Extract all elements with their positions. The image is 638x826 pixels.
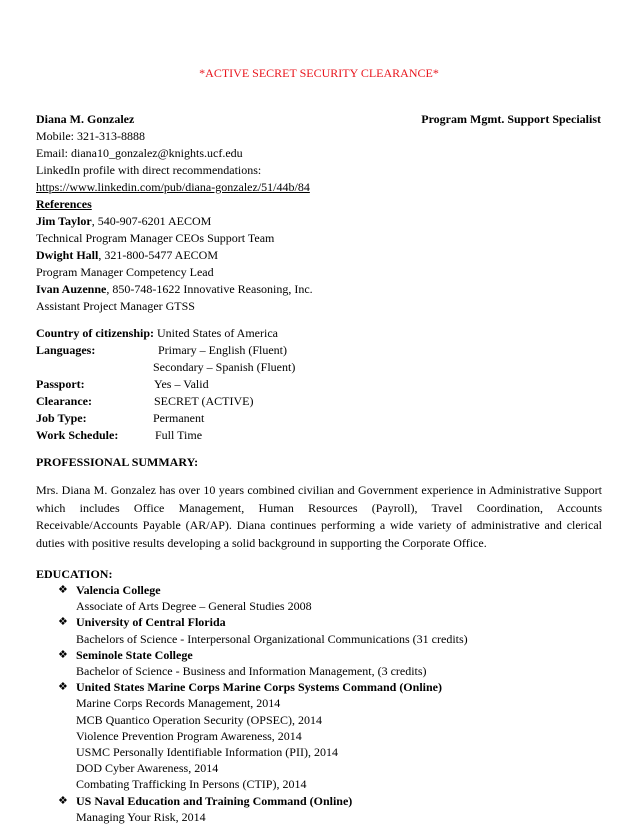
education-school-3: Seminole State College [76,647,193,662]
diamond-bullet-icon: ❖ [58,648,68,661]
reference-2-contact [36,248,218,263]
job-type-label: Job Type: [36,411,87,425]
languages-primary: Primary – English (Fluent) [158,343,287,357]
diamond-bullet-icon: ❖ [58,794,68,807]
education-detail: Violence Prevention Program Awareness, 2014 [76,728,302,743]
reference-2-name: Dwight Hall [36,248,99,262]
education-school-4: United States Marine Corps Marine Corps Systems Command (Online) [76,680,442,695]
citizenship-line [36,326,278,341]
clearance-banner: *ACTIVE SECRET SECURITY CLEARANCE* [199,66,439,80]
languages-label: Languages: [36,343,96,357]
mobile-line: Mobile: 321-313-8888 [36,129,145,143]
work-schedule-value: Full Time [155,428,203,442]
education-heading: EDUCATION: [36,567,113,581]
reference-1-contact [36,214,211,229]
reference-2-role: Program Manager Competency Lead [36,265,214,279]
candidate-name: Diana M. Gonzalez [36,112,135,126]
references-heading: References [36,197,92,211]
education-school-1: Valencia College [76,583,161,597]
education-detail: Combating Trafficking In Persons (CTIP), 2014 [76,777,307,792]
education-detail: DOD Cyber Awareness, 2014 [76,761,219,776]
education-detail: Bachelor of Science - Business and Information Management, (3 credits) [76,664,427,678]
clearance-label: Clearance: [36,394,92,408]
citizenship-label: Country of citizenship: [36,326,154,340]
work-schedule-label: Work Schedule: [36,428,119,442]
education-detail: Associate of Arts Degree – General Studies 2008 [76,599,312,614]
email-line: Email: diana10_gonzalez@knights.ucf.edu [36,146,243,160]
job-type-value: Permanent [153,411,205,425]
education-school-2: University of Central Florida [76,615,226,630]
reference-1-name: Jim Taylor [36,214,92,228]
education-detail: Bachelors of Science - Interpersonal Organizational Communications (31 credits) [76,631,468,646]
reference-2-phone-company: , 321-800-5477 AECOM [98,248,219,262]
passport-value: Yes – Valid [154,377,209,391]
reference-1-phone-company: , 540-907-6201 AECOM [91,214,212,228]
linkedin-label: LinkedIn profile with direct recommendations: [36,163,262,177]
reference-3-phone-company: , 850-748-1622 Innovative Reasoning, Inc. [106,282,313,296]
languages-secondary: Secondary – Spanish (Fluent) [153,360,296,374]
education-detail: Marine Corps Records Management, 2014 [76,696,281,711]
education-school-5: US Naval Education and Training Command (Online) [76,793,353,808]
linkedin-link[interactable]: https://www.linkedin.com/pub/diana-gonzalez/51/44b/84 [36,180,310,194]
reference-3-role: Assistant Project Manager GTSS [36,299,195,313]
citizenship-value: United States of America [154,326,278,340]
passport-label: Passport: [36,377,85,391]
position-title: Program Mgmt. Support Specialist [421,112,601,126]
diamond-bullet-icon: ❖ [58,681,68,694]
diamond-bullet-icon: ❖ [58,584,68,596]
education-detail: Managing Your Risk, 2014 [76,809,206,824]
diamond-bullet-icon: ❖ [58,616,68,629]
clearance-value: SECRET (ACTIVE) [154,394,254,408]
summary-paragraph: Mrs. Diana M. Gonzalez has over 10 years combined civilian and Government experience in Administrative Support which includes Office Management, Human Resources (Payroll), Travel Coordination, Accounts Receivable/Accounts Payable (AR/AP). Diana continues performing a wide variety of administrative and clerical duties with positive results developing a solid background in supporting the Corporate Office. [36,483,602,550]
summary-heading: PROFESSIONAL SUMMARY: [36,455,199,469]
reference-3-name: Ivan Auzenne [36,282,107,296]
education-detail: USMC Personally Identifiable Information (PII), 2014 [76,745,338,759]
reference-3-contact [36,282,313,297]
education-detail: MCB Quantico Operation Security (OPSEC), 2014 [76,712,322,727]
reference-1-role: Technical Program Manager CEOs Support Team [36,231,275,245]
